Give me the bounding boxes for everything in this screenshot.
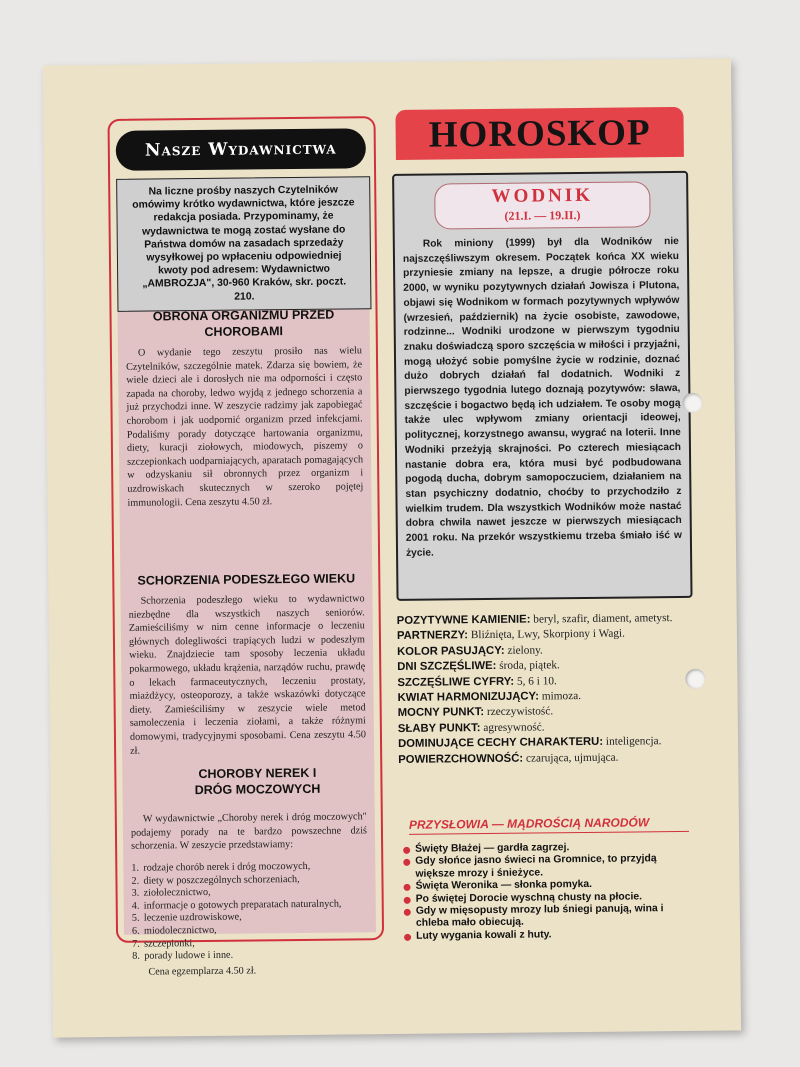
zodiac-sign-badge: [434, 181, 650, 229]
property-row: POZYTYWNE KAMIENIE: beryl, szafir, diament, ametyst.: [396, 612, 673, 627]
magazine-page: [43, 58, 741, 1037]
proverbs-list: [401, 841, 694, 943]
list-item: 7. szczepionki,: [132, 937, 195, 950]
proverb-item: Po świętej Dorocie wyschną chusty na płocie.: [402, 890, 694, 905]
bullet-icon: [403, 859, 410, 866]
kidney-contents-list: [131, 860, 368, 963]
publications-masthead: Nasze Wydawnictwa: [116, 128, 366, 171]
bullet-icon: [404, 909, 411, 916]
property-row: DOMINUJĄCE CECHY CHARAKTERU: inteligencja.: [397, 735, 662, 751]
sign-properties: [397, 611, 695, 768]
publications-panel: [107, 116, 384, 978]
property-row: KOLOR PASUJĄCY: zielony.: [397, 644, 543, 658]
section-title-immunity: OBRONA ORGANIZMU PRZED CHOROBAMI: [152, 307, 335, 339]
list-item: 3. ziołolecznictwo,: [131, 887, 211, 899]
bullet-icon: [404, 934, 411, 941]
list-item: 2. diety w poszczególnych schorzeniach,: [131, 873, 300, 887]
proverb-item: Święta Weronika — słonka pomyka.: [401, 878, 693, 893]
horoscope-text: Rok miniony (1999) był dla Wodników nie najszczęśliwszym okresem. Początek końca XX wieku przyniesie zmiany na lepsze, a drugie półrocze roku 2000, w wyniku pozytywnych działań Jowisza i Plutona, objawi się Wodnikom w formach pozytywnych wpływów (wrzesień, październik) na życie osobiste, zawodowe, rodzinne... Wodniki urodzone w pierwszym tygodniu znaku doświadczą sporo szczęścia w miłości i przyjaźni, mogą ułożyć sobie pomyślne życie w rodzinie, doznać dużo dobrych działań fal dodatnich. Wodniki z pierwszego tygodnia lutego doznają pozytywów: sława, szczęście i bogactwo będą ich udziałem. Te osoby mogą także ulec wpływom zmiany orientacji ideowej, politycznej, korzystnego awansu, wygrać na loterii. Inne Wodniki przeżyją skrajności. Po czterech miesiącach nastanie dobra era, która musi być podbudowana pogodą ducha, dobrym samopoczuciem, działaniem na stan psychiczny dodatnio, choćby to przychodziło z wielkim trudem. Dla wszystkich Wodników może nastać dobra chwila nawet jeszcze w pierwszych miesiącach 2001 roku. Na przekór wszystkiemu trzeba śmiało iść w życie.: [402, 235, 682, 559]
property-row: MOCNY PUNKT: rzeczywistość.: [397, 705, 554, 720]
list-item: 5. leczenie uzdrowiskowe,: [131, 911, 242, 925]
punch-hole: [685, 669, 705, 689]
proverb-item: Luty wygania kowali z huty.: [402, 928, 694, 943]
section-body-kidneys: W wydawnictwie „Choroby nerek i dróg moczowych" podajemy porady na te bardzo powszechne dziś schorzenia. W zeszycie przedstawiamy:: [130, 811, 368, 852]
property-row: DNI SZCZĘŚLIWE: środa, piątek.: [397, 659, 560, 674]
property-row: POWIERZCHOWNOŚĆ: czarująca, ujmująca.: [398, 751, 619, 766]
proverb-item: Gdy słońce jasno świeci na Gromnice, to przyjdą większe mrozy i śnieżyce.: [401, 853, 693, 881]
bullet-icon: [404, 884, 411, 891]
punch-hole: [682, 393, 702, 413]
intro-box: Na liczne prośby naszych Czytelników omówimy krótko wydawnictwa, które jeszcze redakcja posiada. Przypominamy, że wydawnictwa te mogą zostać wysłane do Państwa domów na zasadach sprzedaży wysyłkowej po wpłaceniu odpowiedniej kwoty pod adresem: Wydawnictwo „AMBROZJA", 30-960 Kraków, skr. poczt. 210.: [116, 176, 371, 311]
proverb-item: Gdy w mięsopusty mrozy lub śniegi panują, wina i chleba mało obiecują.: [402, 903, 694, 931]
section-title-elderly: SCHORZENIA PODESZŁEGO WIEKU: [137, 571, 356, 588]
section-body-immunity: O wydanie tego zeszytu prosiło nas wielu Czytelników, szczególnie matek. Zdarza się bowiem, że wiele dzieci ale i dorosłych nie ma odporności i często zapada na choroby, ledwo wyjdą z jednego schorzenia a już przychodzi inne. W zeszycie radzimy jak zapobiegać chorobom i jak uodpornić organizm przed infekcjami. Podaliśmy porady dotyczące hartowania organizmu, diety, kuracji ziołowych, miodowych, piszemy o szczepionkach uodparniających, aparatach pomagających w odzyskaniu sił obronnych przez organizm i uzdrowiskach skutecznych w szeroko pojętej immunologii. Cena zeszytu 4.50 zł.: [126, 345, 364, 509]
horoscope-header: [395, 107, 684, 160]
bullet-icon: [403, 847, 410, 854]
kidney-price: Cena egzemplarza 4.50 zł.: [148, 965, 257, 978]
property-row: SZCZĘŚLIWE CYFRY: 5, 6 i 10.: [397, 674, 557, 689]
horoscope-box: [392, 171, 692, 601]
zodiac-sign-dates: (21.I. — 19.II.): [504, 208, 581, 223]
section-title-kidneys: CHOROBY NEREK I DRÓG MOCZOWYCH: [194, 765, 321, 798]
zodiac-sign-name: WODNIK: [491, 184, 594, 207]
property-row: KWIAT HARMONIZUJĄCY: mimoza.: [397, 690, 582, 704]
proverb-item: Święty Błażej — gardła zagrzej.: [401, 841, 693, 856]
proverbs-title: PRZYSŁOWIA — MĄDROŚCIĄ NARODÓW: [409, 815, 689, 835]
list-item: 1. rodzaje chorób nerek i dróg moczowych,: [131, 860, 311, 874]
list-item: 8. porady ludowe i inne.: [132, 949, 234, 962]
bullet-icon: [404, 896, 411, 903]
property-row: SŁABY PUNKT: agresywność.: [397, 721, 545, 735]
property-row: PARTNERZY: Bliźnięta, Lwy, Skorpiony i Wagi.: [396, 627, 626, 643]
list-item: 6. miodolecznictwo,: [131, 924, 217, 937]
list-item: 4. informacje o gotowych preparatach naturalnych,: [131, 898, 342, 912]
horoscope-title: HOROSKOP: [428, 111, 651, 156]
section-body-elderly: Schorzenia podeszłego wieku to wydawnictwo niezbędne dla wszystkich naszych seniorów. Zamieściliśmy w nim cenne informacje o leczeniu głównych dolegliwości trapiących ludzi w podeszłym wieku. Znajdziecie tam sposoby leczenia układu pokarmowego, układu krążenia, narządów ruchu, prawdę o lekach farmaceutycznych, leczeniu prostaty, miażdżycy, osteoporozy, a także wskazówki dotyczące diety. Zamieściliśmy w zeszycie wiele metod samoleczenia i leczenia ziołami, a także różnymi domowymi, tradycyjnymi sposobami. Cena zeszytu 4.50 zł.: [128, 593, 367, 757]
